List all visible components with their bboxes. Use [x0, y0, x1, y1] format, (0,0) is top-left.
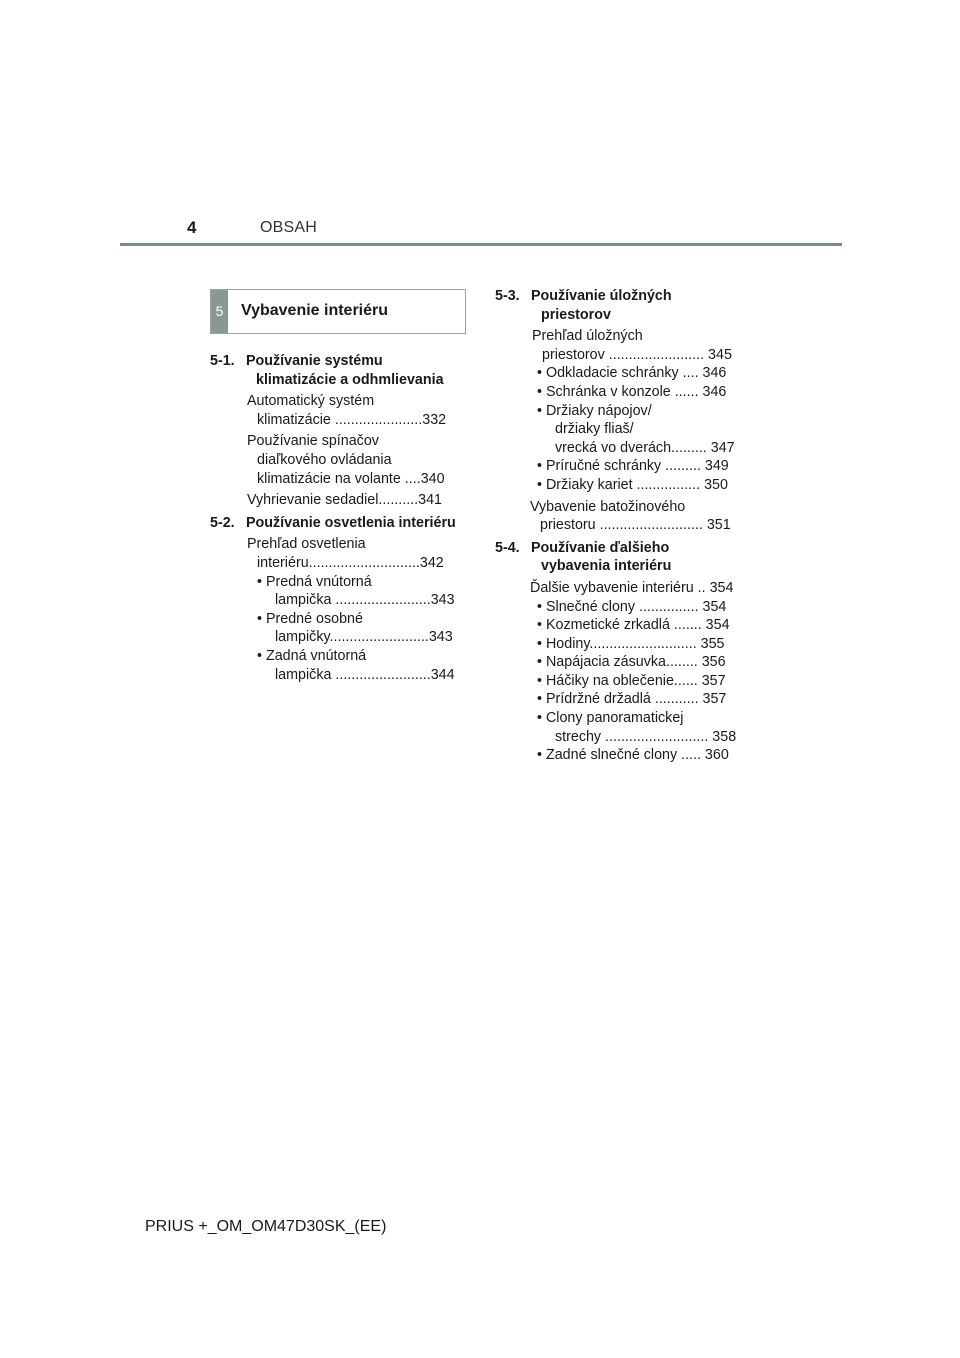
- entry-line: priestorov ........................ 345: [542, 346, 732, 363]
- section-title-line: Používanie osvetlenia interiéru: [246, 514, 456, 531]
- entry-line: priestoru .......................... 351: [540, 517, 731, 534]
- section-number: 5-1.: [210, 353, 235, 369]
- toc-subentry[interactable]: [495, 402, 743, 458]
- section-number: 5-2.: [210, 514, 235, 531]
- toc-section-5-1[interactable]: [210, 352, 468, 389]
- subentry-line: • Odkladacie schránky .... 346: [537, 365, 727, 382]
- toc-subentry[interactable]: [495, 457, 743, 476]
- toc-subentry[interactable]: [495, 476, 743, 495]
- subentry-line: • Predná vnútorná: [257, 573, 372, 590]
- section-title-line: klimatizácie a odhmlievania: [256, 371, 444, 388]
- section-title-line: vybavenia interiéru: [541, 558, 672, 575]
- subentry-line: • Prídržné držadlá ........... 357: [537, 691, 727, 708]
- subentry-line: lampičky.........................343: [275, 629, 453, 646]
- toc-subentry[interactable]: [495, 616, 743, 635]
- subentry-line: • Držiaky kariet ................ 350: [537, 476, 728, 493]
- subentry-line: • Schránka v konzole ...... 346: [537, 383, 727, 400]
- subentry-line: • Predné osobné: [257, 610, 363, 627]
- toc-subentry[interactable]: [210, 610, 468, 647]
- subentry-line: • Zadná vnútorná: [257, 647, 367, 664]
- page-header: [0, 0, 960, 250]
- subentry-line: • Držiaky nápojov/: [537, 402, 652, 419]
- chapter-number: 5: [211, 290, 228, 333]
- entry-line: Automatický systém: [247, 393, 375, 410]
- toc-subentry[interactable]: [495, 690, 743, 709]
- chapter-badge: [210, 289, 466, 334]
- toc-entry[interactable]: [210, 432, 468, 488]
- toc-subentry[interactable]: [495, 383, 743, 402]
- section-number: 5-4.: [495, 539, 520, 556]
- chapter-title: Vybavenie interiéru: [241, 302, 389, 319]
- subentry-line: • Príručné schránky ......... 349: [537, 458, 729, 475]
- toc-entry[interactable]: [495, 579, 743, 598]
- entry-line: Vybavenie batožinového: [530, 498, 686, 515]
- toc-entry[interactable]: [210, 535, 468, 572]
- entry-line: Prehľad úložných: [532, 328, 643, 345]
- toc-entry[interactable]: [495, 498, 743, 535]
- subentry-line: • Kozmetické zrkadlá ....... 354: [537, 617, 730, 634]
- toc-entry[interactable]: [210, 491, 468, 510]
- subentry-line: • Clony panoramatickej: [537, 710, 684, 727]
- toc-subentry[interactable]: [495, 653, 743, 672]
- toc-entry[interactable]: [210, 392, 468, 429]
- toc-subentry[interactable]: [495, 364, 743, 383]
- toc-section-5-3[interactable]: [495, 287, 743, 324]
- header-divider: [120, 243, 842, 246]
- page-number: 4: [187, 218, 197, 237]
- subentry-line: • Hodiny........................... 355: [537, 635, 725, 652]
- toc-left-column: [210, 289, 468, 684]
- page-footer: [145, 1218, 386, 1236]
- toc-subentry[interactable]: [495, 709, 743, 746]
- toc-subentry[interactable]: [210, 647, 468, 684]
- section-number: 5-3.: [495, 288, 520, 304]
- toc-section-5-2[interactable]: [210, 514, 468, 533]
- toc-subentry[interactable]: [495, 672, 743, 691]
- entry-line: diaľkového ovládania: [257, 451, 392, 468]
- subentry-line: strechy .......................... 358: [555, 728, 737, 745]
- toc-subentry[interactable]: [210, 573, 468, 610]
- header-title: OBSAH: [260, 219, 318, 236]
- toc-entry[interactable]: [495, 327, 743, 364]
- section-title-line: Používanie úložných: [531, 288, 672, 304]
- subentry-line: • Háčiky na oblečenie...... 357: [537, 672, 726, 689]
- section-title-line: Používanie ďalšieho: [531, 539, 670, 556]
- section-title-line: priestorov: [541, 306, 611, 323]
- subentry-line: lampička ........................343: [275, 592, 455, 609]
- subentry-line: držiaky fliaš/: [555, 421, 634, 438]
- toc-section-5-4[interactable]: [495, 539, 743, 576]
- subentry-line: • Zadné slnečné clony ..... 360: [537, 747, 729, 764]
- section-title-line: Používanie systému: [246, 353, 383, 369]
- entry-line: interiéru............................342: [257, 554, 444, 571]
- entry-line: Prehľad osvetlenia: [247, 536, 366, 553]
- entry-line: Ďalšie vybavenie interiéru .. 354: [530, 579, 734, 596]
- entry-line: Používanie spínačov: [247, 433, 379, 450]
- footer-doc-id: PRIUS +_OM_OM47D30SK_(EE): [145, 1218, 387, 1235]
- toc-subentry[interactable]: [495, 746, 743, 765]
- toc-right-column: [495, 287, 743, 765]
- entry-line: klimatizácie ......................332: [257, 411, 447, 428]
- toc-subentry[interactable]: [495, 598, 743, 617]
- entry-line: klimatizácie na volante ....340: [257, 470, 445, 487]
- subentry-line: vrecká vo dverách......... 347: [555, 439, 735, 456]
- subentry-line: • Slnečné clony ............... 354: [537, 598, 727, 615]
- entry-line: Vyhrievanie sedadiel..........341: [247, 492, 442, 509]
- subentry-line: • Napájacia zásuvka........ 356: [537, 654, 726, 671]
- toc-subentry[interactable]: [495, 635, 743, 654]
- subentry-line: lampička ........................344: [275, 666, 455, 683]
